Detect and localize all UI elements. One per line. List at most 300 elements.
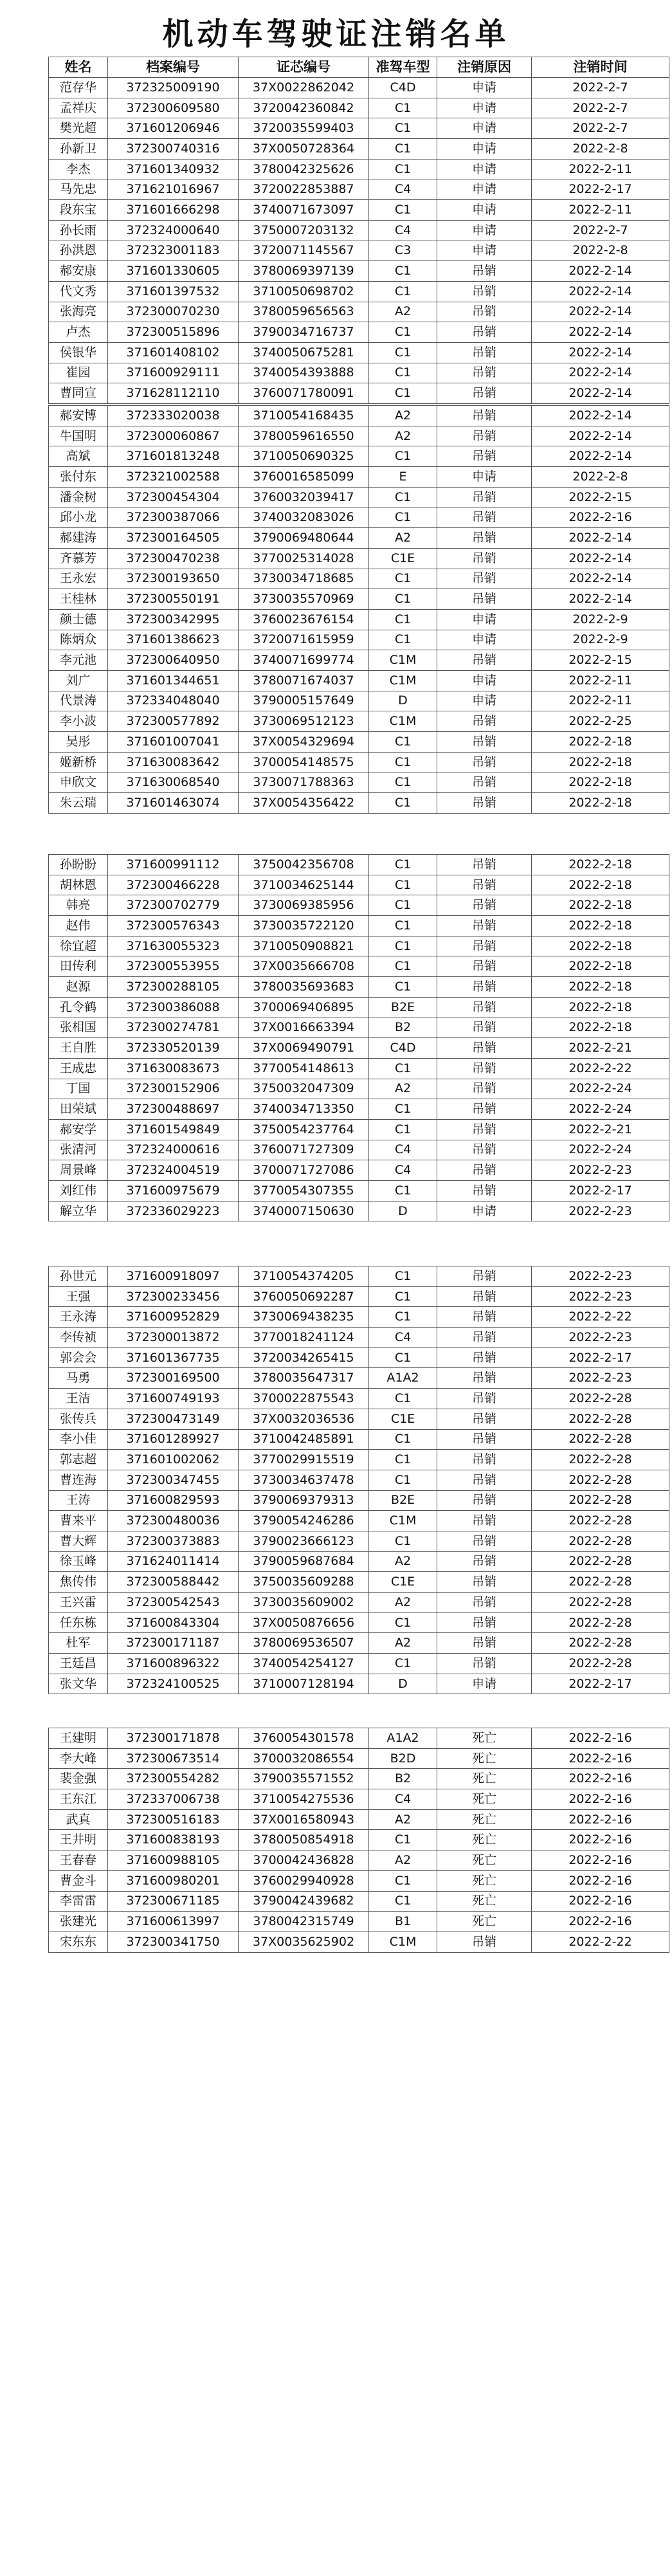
date-cell: 2022-2-18 [532, 855, 669, 875]
table-row [49, 936, 669, 956]
date-cell: 2022-2-16 [532, 507, 669, 528]
reason-cell: 申请 [437, 118, 532, 139]
table-row [49, 895, 669, 916]
file-number-cell: 371601813248 [108, 446, 239, 467]
cert-number-cell: 3780050854918 [239, 1830, 369, 1850]
table-row [49, 793, 669, 814]
license-class-cell: A2 [369, 302, 437, 322]
cert-number-cell: 37X0054356422 [239, 793, 369, 814]
file-number-cell: 371600749193 [108, 1389, 239, 1409]
license-class-cell: C1 [369, 281, 437, 302]
date-cell: 2022-2-18 [532, 772, 669, 793]
license-class-cell: D [369, 1201, 437, 1221]
reason-cell: 吊销 [437, 1140, 532, 1160]
cert-number-cell: 3720022853887 [239, 179, 369, 200]
date-cell: 2022-2-14 [532, 548, 669, 569]
date-cell: 2022-2-14 [532, 446, 669, 467]
date-cell: 2022-2-14 [532, 528, 669, 549]
file-number-cell: 372330520139 [108, 1038, 239, 1059]
table-row [49, 1140, 669, 1160]
cert-number-cell: 3710050690325 [239, 446, 369, 467]
license-class-cell: C1M [369, 711, 437, 732]
table-row [49, 241, 669, 261]
cert-number-cell: 3730069438235 [239, 1307, 369, 1328]
reason-cell: 申请 [437, 159, 532, 179]
date-cell: 2022-2-16 [532, 1891, 669, 1912]
license-class-cell: C1E [369, 1572, 437, 1593]
date-cell: 2022-2-7 [532, 220, 669, 241]
table-row [49, 1450, 669, 1470]
license-class-cell: C1 [369, 261, 437, 282]
table-row [49, 179, 669, 200]
file-number-cell: 371600952829 [108, 1307, 239, 1328]
license-class-cell: C1 [369, 1266, 437, 1287]
cert-number-cell: 3720071615959 [239, 630, 369, 650]
table-row [49, 1809, 669, 1830]
reason-cell: 死亡 [437, 1728, 532, 1749]
file-number-cell: 372300640950 [108, 650, 239, 671]
table-row [49, 1728, 669, 1749]
cert-number-cell: 37X0022862042 [239, 78, 369, 98]
file-number-cell: 371600988105 [108, 1850, 239, 1871]
license-class-cell: C1 [369, 98, 437, 118]
reason-cell: 死亡 [437, 1769, 532, 1789]
name-cell: 邱小龙 [49, 507, 108, 528]
reason-cell: 吊销 [437, 1932, 532, 1952]
reason-cell: 吊销 [437, 916, 532, 936]
reason-cell: 吊销 [437, 1572, 532, 1593]
file-number-cell: 371600918097 [108, 1266, 239, 1287]
reason-cell: 死亡 [437, 1912, 532, 1932]
table-row [49, 670, 669, 691]
date-cell: 2022-2-8 [532, 241, 669, 261]
license-class-cell: C1 [369, 936, 437, 956]
license-class-cell: C1 [369, 1612, 437, 1633]
name-cell: 杜军 [49, 1633, 108, 1654]
name-cell: 郝安学 [49, 1119, 108, 1140]
file-number-cell: 372300542543 [108, 1593, 239, 1613]
date-cell: 2022-2-16 [532, 1870, 669, 1891]
license-class-cell: C1M [369, 1932, 437, 1952]
date-cell: 2022-2-23 [532, 1368, 669, 1389]
cert-number-cell: 3700022875543 [239, 1389, 369, 1409]
name-cell: 王春春 [49, 1850, 108, 1871]
file-number-cell: 372300553955 [108, 956, 239, 977]
cert-number-cell: 3750054237764 [239, 1119, 369, 1140]
name-cell: 崔园 [49, 363, 108, 383]
license-class-cell: C1 [369, 1307, 437, 1328]
cert-number-cell: 3710007128194 [239, 1674, 369, 1694]
name-cell: 马勇 [49, 1368, 108, 1389]
license-class-cell: C4 [369, 179, 437, 200]
name-cell: 孙世元 [49, 1266, 108, 1287]
name-cell: 樊光超 [49, 118, 108, 139]
name-cell: 丁国 [49, 1079, 108, 1099]
cert-number-cell: 37X0032036536 [239, 1409, 369, 1429]
cert-number-cell: 3730035609002 [239, 1593, 369, 1613]
license-class-cell: A2 [369, 1551, 437, 1572]
cert-number-cell: 3730034718685 [239, 569, 369, 589]
reason-cell: 吊销 [437, 1018, 532, 1038]
date-cell: 2022-2-14 [532, 302, 669, 322]
name-cell: 张文华 [49, 1674, 108, 1694]
file-number-cell: 372300454304 [108, 487, 239, 507]
reason-cell: 吊销 [437, 997, 532, 1018]
file-number-cell: 372300577892 [108, 711, 239, 732]
date-cell: 2022-2-18 [532, 1018, 669, 1038]
roster-table [48, 1728, 669, 1953]
cert-number-cell: 3720035599403 [239, 118, 369, 139]
cert-number-cell: 37X0035666708 [239, 956, 369, 977]
license-class-cell: C1 [369, 977, 437, 998]
cert-number-cell: 3760054301578 [239, 1728, 369, 1749]
date-cell: 2022-2-16 [532, 1850, 669, 1871]
name-cell: 郝安康 [49, 261, 108, 282]
file-number-cell: 372300515896 [108, 322, 239, 343]
date-cell: 2022-2-14 [532, 569, 669, 589]
license-class-cell: E [369, 467, 437, 488]
reason-cell: 申请 [437, 78, 532, 98]
date-cell: 2022-2-8 [532, 139, 669, 160]
file-number-cell: 372300342995 [108, 609, 239, 630]
cert-number-cell: 37X0016663394 [239, 1018, 369, 1038]
date-cell: 2022-2-28 [532, 1490, 669, 1511]
date-cell: 2022-2-15 [532, 487, 669, 507]
date-cell: 2022-2-18 [532, 895, 669, 916]
table-row [49, 528, 669, 549]
reason-cell: 吊销 [437, 487, 532, 507]
name-cell: 武真 [49, 1809, 108, 1830]
cert-number-cell: 37X0016580943 [239, 1809, 369, 1830]
license-class-cell: C4D [369, 1038, 437, 1059]
name-cell: 姬新桥 [49, 752, 108, 772]
cert-number-cell: 3730035722120 [239, 916, 369, 936]
cert-number-cell: 3740054393888 [239, 363, 369, 383]
reason-cell: 吊销 [437, 569, 532, 589]
cert-number-cell: 3780059656563 [239, 302, 369, 322]
license-class-cell: C1 [369, 895, 437, 916]
cert-number-cell: 3750032047309 [239, 1079, 369, 1099]
date-cell: 2022-2-16 [532, 1912, 669, 1932]
name-cell: 李雷雷 [49, 1891, 108, 1912]
file-number-cell: 372300164505 [108, 528, 239, 549]
reason-cell: 申请 [437, 1201, 532, 1221]
date-cell: 2022-2-28 [532, 1612, 669, 1633]
file-number-cell: 371600613997 [108, 1912, 239, 1932]
table-row [49, 302, 669, 322]
license-class-cell: C3 [369, 241, 437, 261]
license-class-cell: C1 [369, 200, 437, 221]
table-row [49, 1551, 669, 1572]
reason-cell: 吊销 [437, 977, 532, 998]
name-cell: 王建明 [49, 1728, 108, 1749]
cert-number-cell: 3790023666123 [239, 1531, 369, 1551]
name-cell: 高斌 [49, 446, 108, 467]
license-class-cell: C1 [369, 322, 437, 343]
name-cell: 潘金树 [49, 487, 108, 507]
license-class-cell: A2 [369, 1079, 437, 1099]
table-row [49, 1769, 669, 1789]
table-row [49, 1018, 669, 1038]
name-cell: 张传兵 [49, 1409, 108, 1429]
name-cell: 郭志超 [49, 1450, 108, 1470]
reason-cell: 吊销 [437, 711, 532, 732]
reason-cell: 吊销 [437, 732, 532, 753]
name-cell: 陈炳众 [49, 630, 108, 650]
cert-number-cell: 3710050698702 [239, 281, 369, 302]
license-class-cell: C1 [369, 630, 437, 650]
reason-cell: 吊销 [437, 1286, 532, 1307]
cert-number-cell: 3730035570969 [239, 589, 369, 610]
cert-number-cell: 3710054374205 [239, 1266, 369, 1287]
table-row [49, 997, 669, 1018]
date-cell: 2022-2-7 [532, 98, 669, 118]
table-row [49, 1891, 669, 1912]
reason-cell: 吊销 [437, 1490, 532, 1511]
reason-cell: 吊销 [437, 1633, 532, 1654]
license-class-cell: C1 [369, 1830, 437, 1850]
license-class-cell: D [369, 1674, 437, 1694]
license-class-cell: C1 [369, 1891, 437, 1912]
file-number-cell: 372300386088 [108, 997, 239, 1018]
file-number-cell: 372300152906 [108, 1079, 239, 1099]
file-number-cell: 372325009190 [108, 78, 239, 98]
license-class-cell: C1M [369, 650, 437, 671]
column-header: 注销时间 [532, 57, 669, 78]
name-cell: 裴金强 [49, 1769, 108, 1789]
file-number-cell: 372300609580 [108, 98, 239, 118]
table-row [49, 1593, 669, 1613]
license-class-cell: B2D [369, 1748, 437, 1769]
reason-cell: 吊销 [437, 589, 532, 610]
file-number-cell: 371621016967 [108, 179, 239, 200]
license-class-cell: C1 [369, 1099, 437, 1120]
name-cell: 田传利 [49, 956, 108, 977]
license-class-cell: A1A2 [369, 1368, 437, 1389]
name-cell: 曹连海 [49, 1470, 108, 1490]
cert-number-cell: 3700054148575 [239, 752, 369, 772]
name-cell: 王东江 [49, 1789, 108, 1810]
license-class-cell: C1 [369, 855, 437, 875]
license-class-cell: C1 [369, 1429, 437, 1450]
name-cell: 李大峰 [49, 1748, 108, 1769]
license-class-cell: C1E [369, 1409, 437, 1429]
reason-cell: 死亡 [437, 1789, 532, 1810]
license-class-cell: A2 [369, 1809, 437, 1830]
file-number-cell: 371600991112 [108, 855, 239, 875]
license-class-cell: C1E [369, 548, 437, 569]
reason-cell: 吊销 [437, 1654, 532, 1674]
name-cell: 解立华 [49, 1201, 108, 1221]
cert-number-cell: 3770018241124 [239, 1328, 369, 1348]
date-cell: 2022-2-28 [532, 1429, 669, 1450]
file-number-cell: 372300673514 [108, 1748, 239, 1769]
name-cell: 王自胜 [49, 1038, 108, 1059]
cert-number-cell: 3780059616550 [239, 426, 369, 446]
name-cell: 曹同宣 [49, 383, 108, 404]
cert-number-cell: 3730034637478 [239, 1470, 369, 1490]
name-cell: 卢杰 [49, 322, 108, 343]
table-row [49, 569, 669, 589]
table-row [49, 752, 669, 772]
date-cell: 2022-2-23 [532, 1328, 669, 1348]
cert-number-cell: 3770029915519 [239, 1450, 369, 1470]
cert-number-cell: 3740071673097 [239, 200, 369, 221]
name-cell: 孟祥庆 [49, 98, 108, 118]
date-cell: 2022-2-14 [532, 426, 669, 446]
date-cell: 2022-2-28 [532, 1470, 669, 1490]
name-cell: 郭会会 [49, 1347, 108, 1368]
name-cell: 朱云瑞 [49, 793, 108, 814]
reason-cell: 吊销 [437, 426, 532, 446]
name-cell: 王洁 [49, 1389, 108, 1409]
roster-table [48, 405, 669, 814]
date-cell: 2022-2-28 [532, 1633, 669, 1654]
name-cell: 颜士德 [49, 609, 108, 630]
cert-number-cell: 3790042439682 [239, 1891, 369, 1912]
license-class-cell: C1 [369, 732, 437, 753]
table-row [49, 589, 669, 610]
license-class-cell: A1A2 [369, 1728, 437, 1749]
license-class-cell: C1 [369, 1531, 437, 1551]
cert-number-cell: 3790069379313 [239, 1490, 369, 1511]
license-class-cell: C1 [369, 569, 437, 589]
file-number-cell: 372300171878 [108, 1728, 239, 1749]
date-cell: 2022-2-18 [532, 956, 669, 977]
file-number-cell: 372300373883 [108, 1531, 239, 1551]
file-number-cell: 371600838193 [108, 1830, 239, 1850]
date-cell: 2022-2-16 [532, 1809, 669, 1830]
date-cell: 2022-2-17 [532, 1674, 669, 1694]
reason-cell: 申请 [437, 220, 532, 241]
table-row [49, 426, 669, 446]
table-row [49, 220, 669, 241]
reason-cell: 吊销 [437, 1450, 532, 1470]
name-cell: 李小波 [49, 711, 108, 732]
cert-number-cell: 37X0069490791 [239, 1038, 369, 1059]
license-class-cell: C1 [369, 1870, 437, 1891]
name-cell: 马先忠 [49, 179, 108, 200]
file-number-cell: 372324004519 [108, 1160, 239, 1181]
reason-cell: 吊销 [437, 1160, 532, 1181]
date-cell: 2022-2-24 [532, 1099, 669, 1120]
table-row [49, 711, 669, 732]
cert-number-cell: 3740032083026 [239, 507, 369, 528]
reason-cell: 吊销 [437, 1058, 532, 1079]
cert-number-cell: 3790005157649 [239, 691, 369, 711]
reason-cell: 吊销 [437, 650, 532, 671]
license-class-cell: C1 [369, 1058, 437, 1079]
table-row [49, 1612, 669, 1633]
date-cell: 2022-2-16 [532, 1789, 669, 1810]
license-class-cell: C1 [369, 1389, 437, 1409]
reason-cell: 申请 [437, 179, 532, 200]
file-number-cell: 372300171187 [108, 1633, 239, 1654]
table-row [49, 406, 669, 426]
reason-cell: 吊销 [437, 363, 532, 383]
reason-cell: 吊销 [437, 1511, 532, 1531]
reason-cell: 吊销 [437, 383, 532, 404]
file-number-cell: 372300288105 [108, 977, 239, 998]
file-number-cell: 372300193650 [108, 569, 239, 589]
date-cell: 2022-2-14 [532, 281, 669, 302]
cert-number-cell: 3780042315749 [239, 1912, 369, 1932]
cert-number-cell: 3700071727086 [239, 1160, 369, 1181]
license-class-cell: C1 [369, 383, 437, 404]
date-cell: 2022-2-18 [532, 977, 669, 998]
table-row [49, 98, 669, 118]
date-cell: 2022-2-14 [532, 342, 669, 363]
license-class-cell: C1 [369, 159, 437, 179]
file-number-cell: 371601340932 [108, 159, 239, 179]
cert-number-cell: 3760016585099 [239, 467, 369, 488]
table-row [49, 1429, 669, 1450]
reason-cell: 吊销 [437, 1389, 532, 1409]
date-cell: 2022-2-17 [532, 1347, 669, 1368]
reason-cell: 吊销 [437, 1368, 532, 1389]
reason-cell: 吊销 [437, 1307, 532, 1328]
date-cell: 2022-2-18 [532, 936, 669, 956]
name-cell: 张建光 [49, 1912, 108, 1932]
name-cell: 王永宏 [49, 569, 108, 589]
license-class-cell: C1 [369, 752, 437, 772]
date-cell: 2022-2-16 [532, 1748, 669, 1769]
name-cell: 王成忠 [49, 1058, 108, 1079]
file-number-cell: 371600829593 [108, 1490, 239, 1511]
reason-cell: 吊销 [437, 855, 532, 875]
name-cell: 孙新卫 [49, 139, 108, 160]
name-cell: 孙洪恩 [49, 241, 108, 261]
date-cell: 2022-2-9 [532, 630, 669, 650]
reason-cell: 申请 [437, 670, 532, 691]
license-class-cell: A2 [369, 426, 437, 446]
name-cell: 焦传伟 [49, 1572, 108, 1593]
file-number-cell: 371601463074 [108, 793, 239, 814]
table-row [49, 1470, 669, 1490]
date-cell: 2022-2-18 [532, 732, 669, 753]
name-cell: 孙盼盼 [49, 855, 108, 875]
file-number-cell: 372300070230 [108, 302, 239, 322]
date-cell: 2022-2-28 [532, 1511, 669, 1531]
license-class-cell: C4 [369, 1160, 437, 1181]
reason-cell: 吊销 [437, 793, 532, 814]
column-header: 证芯编号 [239, 57, 369, 78]
license-class-cell: C1 [369, 1470, 437, 1490]
table-row [49, 1119, 669, 1140]
license-class-cell: C1M [369, 1511, 437, 1531]
cert-number-cell: 3710050908821 [239, 936, 369, 956]
reason-cell: 死亡 [437, 1891, 532, 1912]
license-class-cell: C1 [369, 342, 437, 363]
name-cell: 田荣斌 [49, 1099, 108, 1120]
file-number-cell: 371630083642 [108, 752, 239, 772]
license-class-cell: B2E [369, 997, 437, 1018]
name-cell: 赵源 [49, 977, 108, 998]
reason-cell: 死亡 [437, 1850, 532, 1871]
date-cell: 2022-2-28 [532, 1593, 669, 1613]
cert-number-cell: 3790059687684 [239, 1551, 369, 1572]
reason-cell: 吊销 [437, 548, 532, 569]
date-cell: 2022-2-18 [532, 997, 669, 1018]
table-row [49, 609, 669, 630]
file-number-cell: 371600929111 [108, 363, 239, 383]
reason-cell: 吊销 [437, 875, 532, 895]
file-number-cell: 372300702779 [108, 895, 239, 916]
table-row [49, 1058, 669, 1079]
cert-number-cell: 3790034716737 [239, 322, 369, 343]
license-class-cell: C4D [369, 78, 437, 98]
table-row [49, 1850, 669, 1871]
